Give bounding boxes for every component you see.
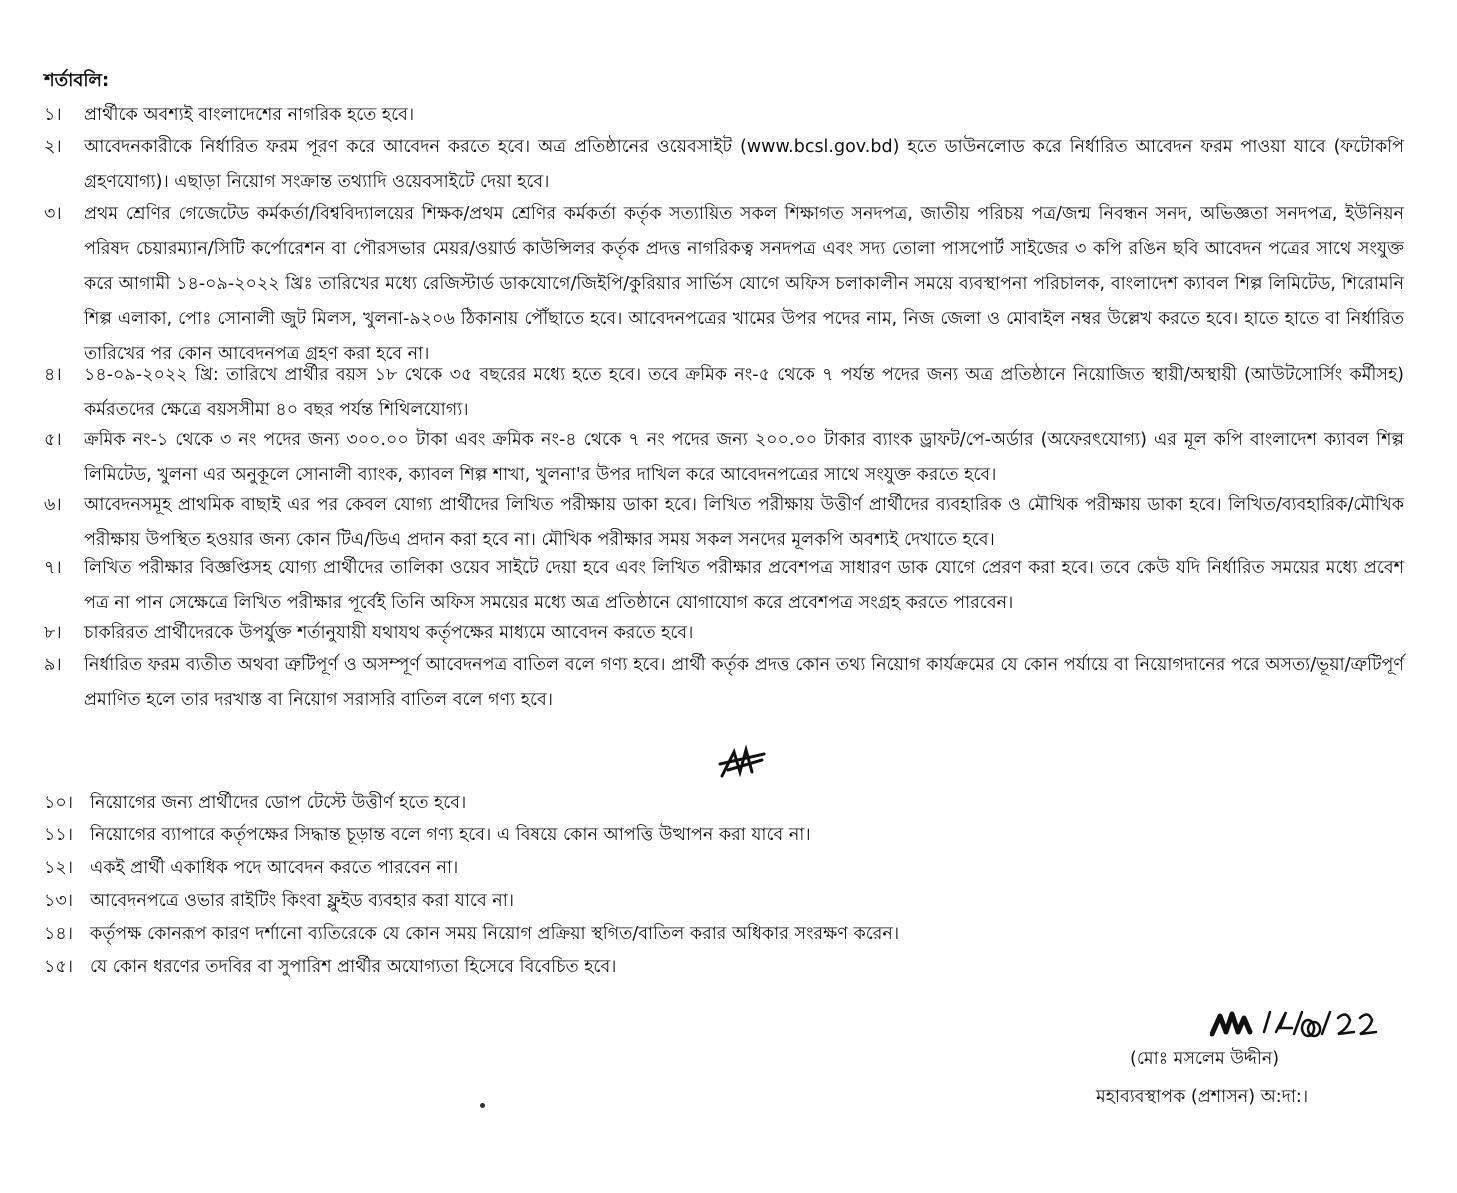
- term-number: ২।: [44, 137, 62, 157]
- term-number: ৩।: [44, 204, 62, 224]
- term-1: [44, 98, 1404, 133]
- term-text: আবেদনসমূহ প্রাথমিক বাছাই এর পর কেবল যোগ্য প্রার্থীদের লিখিত পরীক্ষায় ডাকা হবে। লিখিত পরীক্ষায় উত্তীর্ণ প্রার্থীদের ব্যবহারিক ও মৌখিক পরীক্ষায় ডাকা হবে। লিখিত/ব্যবহারিক/মৌখিক পরীক্ষায় উপস্থিত হওয়ার জন্য কোন টিএ/ডিএ প্রদান করা হবে না। মৌখিক পরীক্ষার সময় সকল সনদের মূলকপি অবশ্যই দেখাতে হবে।: [84, 495, 1404, 550]
- term-11: [44, 818, 1404, 853]
- term-6: [44, 488, 1404, 558]
- term-text: নিয়োগের ব্যাপারে কর্তৃপক্ষের সিদ্ধান্ত চূড়ান্ত বলে গণ্য হবে। এ বিষয়ে কোন আপত্তি উত্থাপন করা যাবে না।: [90, 825, 811, 845]
- scan-speck: [480, 1103, 485, 1108]
- term-number: ৬।: [44, 495, 62, 515]
- term-number: ৫।: [44, 430, 62, 450]
- term-text: প্রার্থীকে অবশ্যই বাংলাদেশের নাগরিক হতে হবে।: [84, 105, 415, 125]
- term-number: ১।: [44, 105, 62, 125]
- handwritten-signature-date: [1210, 998, 1420, 1048]
- term-text: ১৪-০৯-২০২২ খ্রি: তারিখে প্রার্থীর বয়স ১৮ থেকে ৩৫ বছরের মধ্যে হতে হবে। তবে ক্রমিক নং-৫ থেকে ৭ পর্যন্ত পদের জন্য অত্র প্রতিষ্ঠানে নিয়োজিত স্থায়ী/অস্থায়ী (আউটসোর্সিং কর্মীসহ) কর্মরতদের ক্ষেত্রে বয়সসীমা ৪০ বছর পর্যন্ত শিথিলযোগ্য।: [84, 365, 1404, 420]
- term-text: লিখিত পরীক্ষার বিজ্ঞপ্তিসহ যোগ্য প্রার্থীদের তালিকা ওয়েব সাইটে দেয়া হবে এবং লিখিত পরীক্ষার প্রবেশপত্র সাধারণ ডাক যোগে প্রেরণ করা হবে। তবে কেউ যদি নির্ধারিত সময়ের মধ্যে প্রবেশ পত্র না পান সেক্ষেত্রে লিখিত পরীক্ষার পূর্বেই তিনি অফিস সময়ের মধ্যে অত্র প্রতিষ্ঠানে যোগাযোগ করে প্রবেশপত্র সংগ্রহ করতে পারবেন।: [84, 558, 1404, 613]
- term-number: ৯।: [44, 655, 62, 675]
- term-number: ১৩।: [44, 891, 73, 911]
- term-3: [44, 197, 1404, 372]
- term-text: কর্তৃপক্ষ কোনরূপ কারণ দর্শানো ব্যতিরেকে যে কোন সময় নিয়োগ প্রক্রিয়া স্থগিত/বাতিল করার অধিকার সংরক্ষণ করেন।: [90, 924, 900, 944]
- signatory-title: মহাব্যবস্থাপক (প্রশাসন) অ:দা:।: [1096, 1087, 1309, 1107]
- term-text: প্রথম শ্রেণির গেজেটেড কর্মকর্তা/বিশ্ববিদ্যালয়ের শিক্ষক/প্রথম শ্রেণির কর্মকর্তা কর্তৃক সত্যায়িত সকল শিক্ষাগত সনদপত্র, জাতীয় পরিচয় পত্র/জন্ম নিবন্ধন সনদ, অভিজ্ঞতা সনদপত্র, ইউনিয়ন পরিষদ চেয়ারম্যান/সিটি কর্পোরেশন বা পৌরসভার মেয়র/ওয়ার্ড কাউন্সিলর কর্তৃক প্রদত্ত নাগরিকত্ব সনদপত্র এবং সদ্য তোলা পাসপোর্ট সাইজের ৩ কপি রঙিন ছবি আবেদন পত্রের সাথে সংযুক্ত করে আগামী ১৪-০৯-২০২২ খ্রিঃ তারিখের মধ্যে রেজিস্টার্ড ডাকযোগে/জিইপি/কুরিয়ার সার্ভিস যোগে অফিস চলাকালীন সময়ে ব্যবস্থাপনা পরিচালক, বাংলাদেশ ক্যাবল শিল্প লিমিটেড, শিরোমনি শিল্প এলাকা, পোঃ সোনালী জুট মিলস, খুলনা-৯২০৬ ঠিকানায় পৌঁছাতে হবে। আবেদনপত্রের খামের উপর পদের নাম, নিজ জেলা ও মোবাইল নম্বর উল্লেখ করতে হবে। হাতে হাতে বা নির্ধারিত তারিখের পর কোন আবেদনপত্র গ্রহণ করা হবে না।: [84, 204, 1404, 364]
- term-number: ১৫।: [44, 957, 73, 977]
- term-10: [44, 786, 1404, 821]
- term-15: [44, 950, 1404, 985]
- term-14: [44, 917, 1404, 952]
- term-text: যে কোন ধরণের তদবির বা সুপারিশ প্রার্থীর অযোগ্যতা হিসেবে বিবেচিত হবে।: [90, 957, 617, 977]
- term-8: [44, 616, 1404, 651]
- term-number: ১১।: [44, 825, 73, 845]
- term-number: ৭।: [44, 558, 62, 578]
- term-12: [44, 851, 1404, 886]
- term-2: [44, 130, 1404, 200]
- term-13: [44, 884, 1404, 919]
- terms-heading: শর্তাবলি:: [44, 70, 110, 91]
- term-number: ৪।: [44, 365, 62, 385]
- term-number: ১৪।: [44, 924, 73, 944]
- term-text: আবেদনপত্রে ওভার রাইটিং কিংবা ফ্লুইড ব্যবহার করা যাবে না।: [90, 891, 515, 911]
- term-text: একই প্রার্থী একাধিক পদে আবেদন করতে পারবেন না।: [90, 858, 459, 878]
- term-7: [44, 551, 1404, 621]
- term-9: [44, 648, 1404, 718]
- term-number: ১০।: [44, 793, 73, 813]
- term-text: ক্রমিক নং-১ থেকে ৩ নং পদের জন্য ৩০০.০০ টাকা এবং ক্রমিক নং-৪ থেকে ৭ নং পদের জন্য ২০০.০০ টাকার ব্যাংক ড্রাফট/পে-অর্ডার (অফেরৎযোগ্য) এর মূল কপি বাংলাদেশ ক্যাবল শিল্প লিমিটেড, খুলনা এর অনুকূলে সোনালী ব্যাংক, ক্যাবল শিল্প শাখা, খুলনা'র উপর দাখিল করে আবেদনপত্রের সাথে সংযুক্ত করতে হবে।: [84, 430, 1404, 485]
- term-text: চাকরিরত প্রার্থীদেরকে উপর্যুক্ত শর্তানুযায়ী যথাযথ কর্তৃপক্ষের মাধ্যমে আবেদন করতে হবে।: [84, 623, 694, 643]
- signatory-name: (মোঃ মসলেম উদ্দীন): [1130, 1049, 1280, 1069]
- term-number: ১২।: [44, 858, 73, 878]
- term-5: [44, 423, 1404, 493]
- term-number: ৮।: [44, 623, 62, 643]
- term-4: [44, 358, 1404, 428]
- term-text: নির্ধারিত ফরম ব্যতীত অথবা ত্রুটিপূর্ণ ও অসম্পূর্ণ আবেদনপত্র বাতিল বলে গণ্য হবে। প্রার্থী কর্তৃক প্রদত্ত কোন তথ্য নিয়োগ কার্যক্রমের যে কোন পর্যায়ে বা নিয়োগদানের পরে অসত্য/ভূয়া/ত্রুটিপূর্ণ প্রমাণিত হলে তার দরখাস্ত বা নিয়োগ সরাসরি বাতিল বলে গণ্য হবে।: [84, 655, 1404, 710]
- term-text: নিয়োগের জন্য প্রার্থীদের ডোপ টেস্টে উত্তীর্ণ হতে হবে।: [90, 793, 467, 813]
- term-text: আবেদনকারীকে নির্ধারিত ফরম পূরণ করে আবেদন করতে হবে। অত্র প্রতিষ্ঠানের ওয়েবসাইট (www.bcsl.gov.bd) হতে ডাউনলোড করে নির্ধারিত আবেদন ফরম পাওয়া যাবে (ফটোকপি গ্রহণযোগ্য)। এছাড়া নিয়োগ সংক্রান্ত তথ্যাদি ওয়েবসাইটে দেয়া হবে।: [84, 137, 1404, 192]
- handwritten-initial-mark: [718, 742, 768, 782]
